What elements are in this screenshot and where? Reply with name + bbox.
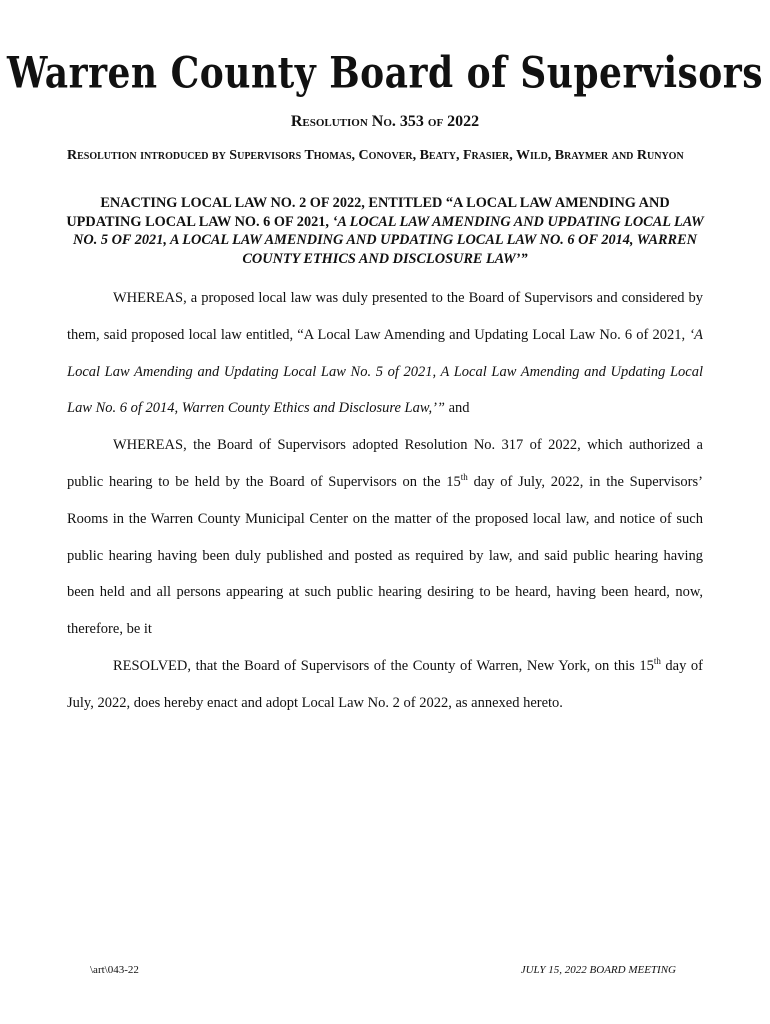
footer-file-reference: \art\043-22 xyxy=(90,964,139,976)
p2-text-a: WHEREAS, the Board of Supervisors adopted Resolution No. 317 of 2022, which authorized a public hearing to be held by the Board of Supervisors on the 15 xyxy=(67,437,703,490)
p1-text: WHEREAS, a proposed local law was duly presented to the Board of Supervisors and considered by them, said proposed local law entitled, “A Local Law Amending and Updating Local Law No. 6 of 2021, xyxy=(67,290,703,343)
p2-ordinal: th xyxy=(460,472,468,483)
introduced-by: Resolution introduced by Supervisors Thomas, Conover, Beaty, Frasier, Wild, Braymer and Runyon xyxy=(67,148,684,163)
resolved-paragraph xyxy=(67,648,703,722)
p1-end: and xyxy=(444,400,470,417)
resolution-body xyxy=(67,280,703,722)
p3-ordinal: th xyxy=(653,656,661,667)
whereas-paragraph-2 xyxy=(67,427,703,648)
whereas-paragraph-1 xyxy=(67,280,703,427)
resolution-number: Resolution No. 353 of 2022 xyxy=(290,113,480,130)
p1-italic: ‘A Local Law Amending and Updating Local Law No. 5 of 2021, A Local Law Amending and Updating Local Law No. 6 of 2014, Warren County Ethics and Disclosure Law,’” xyxy=(67,326,703,417)
p3-text-a: RESOLVED, that the Board of Supervisors of the County of Warren, New York, on this 15 xyxy=(113,657,654,674)
title-upright: ENACTING LOCAL LAW NO. 2 OF 2022, ENTITLED “A LOCAL LAW AMENDING AND UPDATING LOCAL LAW NO. 6 OF 2021, xyxy=(66,195,670,230)
title-italic: ‘A LOCAL LAW AMENDING AND UPDATING LOCAL LAW NO. 5 OF 2021, A LOCAL LAW AMENDING AND UPDATING LOCAL LAW NO. 6 OF 2014, WARREN COUNTY ETHICS AND DISCLOSURE LAW’” xyxy=(73,213,704,267)
masthead-title: Warren County Board of Supervisors xyxy=(6,47,764,99)
footer-meeting-date: JULY 15, 2022 BOARD MEETING xyxy=(520,964,676,976)
resolution-title xyxy=(62,194,708,268)
p2-text-b: day of July, 2022, in the Supervisors’ Rooms in the Warren County Municipal Center on the matter of the proposed local law, and notice of such public hearing having been duly published and posted as required by law, and said public hearing having been held and all persons appearing at such public hearing desiring to be heard, having been heard, now, therefore, be it xyxy=(67,473,703,638)
p3-text-b: day of July, 2022, does hereby enact and adopt Local Law No. 2 of 2022, as annexed hereto. xyxy=(67,657,703,711)
